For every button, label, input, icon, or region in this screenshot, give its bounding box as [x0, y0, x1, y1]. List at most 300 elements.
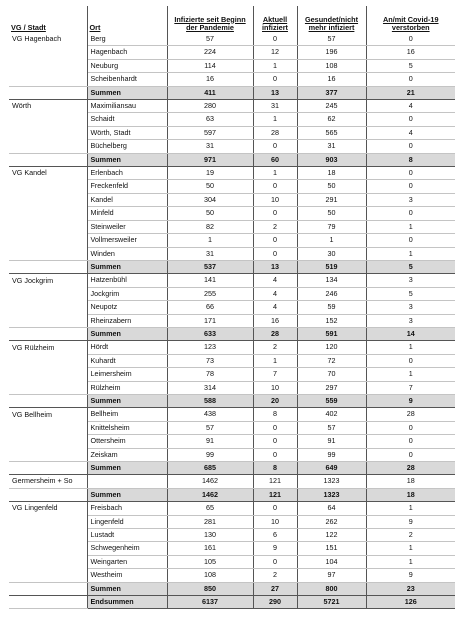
- verstorben-cell: 9: [366, 394, 455, 407]
- infiziert-cell: 314: [167, 381, 253, 394]
- table-row: [9, 274, 455, 287]
- infiziert-cell: 19: [167, 167, 253, 180]
- table-row: [9, 234, 455, 247]
- ort-cell: Minfeld: [87, 207, 167, 220]
- gesundet-cell: 559: [297, 394, 366, 407]
- aktuell-cell: 60: [253, 153, 297, 166]
- gesundet-cell: 1323: [297, 475, 366, 488]
- ort-cell: Hördt: [87, 341, 167, 354]
- gesundet-cell: 245: [297, 100, 366, 113]
- summary-row: [9, 153, 455, 166]
- aktuell-cell: 1: [253, 354, 297, 367]
- infiziert-cell: 108: [167, 569, 253, 582]
- aktuell-cell: 10: [253, 515, 297, 528]
- verstorben-cell: 9: [366, 569, 455, 582]
- table-row: [9, 301, 455, 314]
- grand-total-row: [9, 596, 455, 609]
- table-row: [9, 220, 455, 233]
- ort-cell: Westheim: [87, 569, 167, 582]
- ort-cell: Kandel: [87, 193, 167, 206]
- ort-cell: Berg: [87, 33, 167, 46]
- gesundet-cell: 64: [297, 502, 366, 515]
- gesundet-cell: 59: [297, 301, 366, 314]
- infiziert-cell: 224: [167, 46, 253, 59]
- infiziert-cell: 57: [167, 33, 253, 46]
- summary-row: [9, 488, 455, 501]
- infiziert-cell: 31: [167, 140, 253, 153]
- ort-cell: Erlenbach: [87, 167, 167, 180]
- table-row: [9, 368, 455, 381]
- ort-cell: Steinweiler: [87, 220, 167, 233]
- gesundet-cell: 104: [297, 555, 366, 568]
- verstorben-cell: 0: [366, 421, 455, 434]
- vg-stadt-cell: [9, 314, 87, 327]
- aktuell-cell: 2: [253, 341, 297, 354]
- ort-cell: Büchelberg: [87, 140, 167, 153]
- table-row: [9, 408, 455, 421]
- infiziert-cell: 850: [167, 582, 253, 595]
- vg-stadt-cell: [9, 287, 87, 300]
- infiziert-cell: 597: [167, 126, 253, 139]
- gesundet-cell: 31: [297, 140, 366, 153]
- vg-stadt-cell: Germersheim + So: [9, 475, 87, 488]
- infiziert-cell: 255: [167, 287, 253, 300]
- aktuell-cell: 1: [253, 167, 297, 180]
- gesundet-cell: 649: [297, 462, 366, 475]
- infiziert-cell: 280: [167, 100, 253, 113]
- aktuell-cell: 0: [253, 435, 297, 448]
- table-row: [9, 113, 455, 126]
- gesundet-cell: 30: [297, 247, 366, 260]
- vg-stadt-cell: [9, 140, 87, 153]
- vg-stadt-cell: VG Bellheim: [9, 408, 87, 421]
- infiziert-cell: 105: [167, 555, 253, 568]
- aktuell-cell: 0: [253, 73, 297, 86]
- verstorben-cell: 0: [366, 113, 455, 126]
- table-row: [9, 475, 455, 488]
- table-row: [9, 59, 455, 72]
- ort-cell: Summen: [87, 86, 167, 99]
- ort-cell: Summen: [87, 260, 167, 273]
- gesundet-cell: 262: [297, 515, 366, 528]
- ort-cell: Ottersheim: [87, 435, 167, 448]
- infiziert-cell: 1: [167, 234, 253, 247]
- summary-row: [9, 394, 455, 407]
- ort-cell: Rheinzabern: [87, 314, 167, 327]
- gesundet-cell: 18: [297, 167, 366, 180]
- ort-cell: Lustadt: [87, 529, 167, 542]
- infiziert-cell: 1462: [167, 475, 253, 488]
- ort-cell: Summen: [87, 153, 167, 166]
- vg-stadt-cell: [9, 542, 87, 555]
- summary-row: [9, 260, 455, 273]
- gesundet-cell: 91: [297, 435, 366, 448]
- gesundet-cell: 57: [297, 421, 366, 434]
- verstorben-cell: 3: [366, 301, 455, 314]
- verstorben-cell: 18: [366, 488, 455, 501]
- table-row: [9, 140, 455, 153]
- table-row: [9, 180, 455, 193]
- infiziert-cell: 31: [167, 247, 253, 260]
- verstorben-cell: 5: [366, 260, 455, 273]
- vg-stadt-cell: [9, 327, 87, 340]
- vg-stadt-cell: [9, 582, 87, 595]
- infiziert-cell: 65: [167, 502, 253, 515]
- vg-stadt-cell: VG Rülzheim: [9, 341, 87, 354]
- infiziert-cell: 16: [167, 73, 253, 86]
- vg-stadt-cell: [9, 368, 87, 381]
- vg-stadt-cell: [9, 247, 87, 260]
- table-row: [9, 448, 455, 461]
- verstorben-cell: 0: [366, 167, 455, 180]
- verstorben-cell: 14: [366, 327, 455, 340]
- verstorben-cell: 21: [366, 86, 455, 99]
- table-body: [9, 33, 455, 609]
- verstorben-cell: 1: [366, 247, 455, 260]
- table-row: [9, 354, 455, 367]
- vg-stadt-cell: [9, 529, 87, 542]
- ort-cell: Neuburg: [87, 59, 167, 72]
- table-row: [9, 33, 455, 46]
- aktuell-cell: 4: [253, 301, 297, 314]
- vg-stadt-cell: [9, 234, 87, 247]
- vg-stadt-cell: Wörth: [9, 100, 87, 113]
- aktuell-cell: 8: [253, 462, 297, 475]
- aktuell-cell: 13: [253, 86, 297, 99]
- verstorben-cell: 1: [366, 542, 455, 555]
- ort-cell: Kuhardt: [87, 354, 167, 367]
- vg-stadt-cell: [9, 153, 87, 166]
- gesundet-cell: 519: [297, 260, 366, 273]
- gesundet-cell: 903: [297, 153, 366, 166]
- aktuell-cell: 12: [253, 46, 297, 59]
- infiziert-cell: 50: [167, 207, 253, 220]
- verstorben-cell: 1: [366, 502, 455, 515]
- verstorben-cell: 0: [366, 448, 455, 461]
- summary-row: [9, 582, 455, 595]
- vg-stadt-cell: [9, 220, 87, 233]
- header-ort: Ort: [87, 6, 167, 33]
- vg-stadt-cell: [9, 448, 87, 461]
- infiziert-cell: 971: [167, 153, 253, 166]
- gesundet-cell: 591: [297, 327, 366, 340]
- header-aktuell: Aktuell infiziert: [253, 6, 297, 33]
- vg-stadt-cell: [9, 113, 87, 126]
- table-row: [9, 435, 455, 448]
- infiziert-cell: 91: [167, 435, 253, 448]
- infiziert-cell: 411: [167, 86, 253, 99]
- vg-stadt-cell: VG Kandel: [9, 167, 87, 180]
- vg-stadt-cell: [9, 435, 87, 448]
- ort-cell: Summen: [87, 582, 167, 595]
- vg-stadt-cell: [9, 193, 87, 206]
- ort-cell: Bellheim: [87, 408, 167, 421]
- header-gesundet: Gesundet/nicht mehr infiziert: [297, 6, 366, 33]
- infiziert-cell: 73: [167, 354, 253, 367]
- ort-cell: Wörth, Stadt: [87, 126, 167, 139]
- verstorben-cell: 4: [366, 126, 455, 139]
- ort-cell: Summen: [87, 488, 167, 501]
- aktuell-cell: 9: [253, 542, 297, 555]
- summary-row: [9, 86, 455, 99]
- gesundet-cell: 1323: [297, 488, 366, 501]
- vg-stadt-cell: VG Jockgrim: [9, 274, 87, 287]
- infiziert-cell: 438: [167, 408, 253, 421]
- aktuell-cell: 290: [253, 596, 297, 609]
- header-verstorben: An/mit Covid-19 verstorben: [382, 14, 439, 32]
- vg-stadt-cell: [9, 86, 87, 99]
- gesundet-cell: 152: [297, 314, 366, 327]
- infiziert-cell: 123: [167, 341, 253, 354]
- vg-stadt-cell: [9, 421, 87, 434]
- verstorben-cell: 0: [366, 140, 455, 153]
- verstorben-cell: 1: [366, 368, 455, 381]
- gesundet-cell: 79: [297, 220, 366, 233]
- table-row: [9, 193, 455, 206]
- infiziert-cell: 6137: [167, 596, 253, 609]
- table-row: [9, 167, 455, 180]
- vg-stadt-cell: [9, 462, 87, 475]
- aktuell-cell: 0: [253, 421, 297, 434]
- vg-stadt-cell: [9, 59, 87, 72]
- gesundet-cell: 800: [297, 582, 366, 595]
- table-row: [9, 126, 455, 139]
- gesundet-cell: 16: [297, 73, 366, 86]
- table-row: [9, 421, 455, 434]
- header-infiziert: Infizierte seit Beginn der Pandemie: [167, 6, 253, 33]
- infiziert-cell: 685: [167, 462, 253, 475]
- infiziert-cell: 78: [167, 368, 253, 381]
- gesundet-cell: 1: [297, 234, 366, 247]
- verstorben-cell: 18: [366, 475, 455, 488]
- aktuell-cell: 4: [253, 287, 297, 300]
- summary-row: [9, 327, 455, 340]
- aktuell-cell: 0: [253, 247, 297, 260]
- verstorben-cell: 28: [366, 462, 455, 475]
- vg-stadt-cell: VG Lingenfeld: [9, 502, 87, 515]
- infiziert-cell: 537: [167, 260, 253, 273]
- aktuell-cell: 0: [253, 502, 297, 515]
- header-row: [9, 6, 455, 33]
- table-row: [9, 381, 455, 394]
- verstorben-cell: 3: [366, 274, 455, 287]
- aktuell-cell: 13: [253, 260, 297, 273]
- verstorben-cell: 4: [366, 100, 455, 113]
- table-row: [9, 247, 455, 260]
- verstorben-cell: 9: [366, 515, 455, 528]
- ort-cell: Schaidt: [87, 113, 167, 126]
- aktuell-cell: 0: [253, 140, 297, 153]
- gesundet-cell: 50: [297, 180, 366, 193]
- ort-cell: [87, 475, 167, 488]
- table-row: [9, 100, 455, 113]
- vg-stadt-cell: [9, 381, 87, 394]
- gesundet-cell: 5721: [297, 596, 366, 609]
- infiziert-cell: 633: [167, 327, 253, 340]
- ort-cell: Hagenbach: [87, 46, 167, 59]
- ort-cell: Freckenfeld: [87, 180, 167, 193]
- aktuell-cell: 10: [253, 381, 297, 394]
- verstorben-cell: 8: [366, 153, 455, 166]
- vg-stadt-cell: [9, 126, 87, 139]
- verstorben-cell: 7: [366, 381, 455, 394]
- ort-cell: Summen: [87, 462, 167, 475]
- aktuell-cell: 1: [253, 59, 297, 72]
- infiziert-cell: 82: [167, 220, 253, 233]
- aktuell-cell: 31: [253, 100, 297, 113]
- aktuell-cell: 1: [253, 113, 297, 126]
- ort-cell: Hatzenbühl: [87, 274, 167, 287]
- table-row: [9, 569, 455, 582]
- covid-statistics-table: [9, 6, 455, 609]
- verstorben-cell: 0: [366, 73, 455, 86]
- ort-cell: Zeiskam: [87, 448, 167, 461]
- aktuell-cell: 0: [253, 555, 297, 568]
- infiziert-cell: 141: [167, 274, 253, 287]
- aktuell-cell: 4: [253, 274, 297, 287]
- vg-stadt-cell: [9, 46, 87, 59]
- gesundet-cell: 151: [297, 542, 366, 555]
- aktuell-cell: 10: [253, 193, 297, 206]
- ort-cell: Summen: [87, 394, 167, 407]
- ort-cell: Leimersheim: [87, 368, 167, 381]
- vg-stadt-cell: [9, 596, 87, 609]
- gesundet-cell: 297: [297, 381, 366, 394]
- ort-cell: Summen: [87, 327, 167, 340]
- table-row: [9, 555, 455, 568]
- verstorben-cell: 5: [366, 287, 455, 300]
- vg-stadt-cell: [9, 260, 87, 273]
- aktuell-cell: 121: [253, 488, 297, 501]
- table-row: [9, 287, 455, 300]
- infiziert-cell: 304: [167, 193, 253, 206]
- aktuell-cell: 0: [253, 448, 297, 461]
- ort-cell: Winden: [87, 247, 167, 260]
- gesundet-cell: 565: [297, 126, 366, 139]
- table-row: [9, 46, 455, 59]
- gesundet-cell: 377: [297, 86, 366, 99]
- table-row: [9, 73, 455, 86]
- gesundet-cell: 196: [297, 46, 366, 59]
- ort-cell: Lingenfeld: [87, 515, 167, 528]
- verstorben-cell: 28: [366, 408, 455, 421]
- aktuell-cell: 0: [253, 33, 297, 46]
- gesundet-cell: 97: [297, 569, 366, 582]
- header-vg-stadt: VG / Stadt: [9, 6, 87, 33]
- table-row: [9, 314, 455, 327]
- vg-stadt-cell: [9, 301, 87, 314]
- ort-cell: Rülzheim: [87, 381, 167, 394]
- gesundet-cell: 62: [297, 113, 366, 126]
- aktuell-cell: 20: [253, 394, 297, 407]
- vg-stadt-cell: [9, 515, 87, 528]
- vg-stadt-cell: [9, 73, 87, 86]
- gesundet-cell: 99: [297, 448, 366, 461]
- ort-cell: Vollmersweiler: [87, 234, 167, 247]
- infiziert-cell: 114: [167, 59, 253, 72]
- verstorben-cell: 0: [366, 207, 455, 220]
- verstorben-cell: 3: [366, 193, 455, 206]
- aktuell-cell: 28: [253, 327, 297, 340]
- aktuell-cell: 16: [253, 314, 297, 327]
- infiziert-cell: 99: [167, 448, 253, 461]
- gesundet-cell: 122: [297, 529, 366, 542]
- verstorben-cell: 0: [366, 435, 455, 448]
- vg-stadt-cell: VG Hagenbach: [9, 33, 87, 46]
- table-row: [9, 515, 455, 528]
- verstorben-cell: 5: [366, 59, 455, 72]
- gesundet-cell: 134: [297, 274, 366, 287]
- gesundet-cell: 402: [297, 408, 366, 421]
- aktuell-cell: 28: [253, 126, 297, 139]
- vg-stadt-cell: [9, 488, 87, 501]
- infiziert-cell: 57: [167, 421, 253, 434]
- gesundet-cell: 120: [297, 341, 366, 354]
- ort-cell: Scheibenhardt: [87, 73, 167, 86]
- infiziert-cell: 63: [167, 113, 253, 126]
- gesundet-cell: 246: [297, 287, 366, 300]
- verstorben-cell: 126: [366, 596, 455, 609]
- infiziert-cell: 171: [167, 314, 253, 327]
- summary-row: [9, 462, 455, 475]
- infiziert-cell: 66: [167, 301, 253, 314]
- aktuell-cell: 0: [253, 207, 297, 220]
- table-row: [9, 502, 455, 515]
- gesundet-cell: 57: [297, 33, 366, 46]
- infiziert-cell: 588: [167, 394, 253, 407]
- verstorben-cell: 3: [366, 314, 455, 327]
- vg-stadt-cell: [9, 555, 87, 568]
- gesundet-cell: 291: [297, 193, 366, 206]
- aktuell-cell: 6: [253, 529, 297, 542]
- vg-stadt-cell: [9, 207, 87, 220]
- infiziert-cell: 161: [167, 542, 253, 555]
- aktuell-cell: 8: [253, 408, 297, 421]
- ort-cell: Endsummen: [87, 596, 167, 609]
- infiziert-cell: 281: [167, 515, 253, 528]
- vg-stadt-cell: [9, 394, 87, 407]
- ort-cell: Freisbach: [87, 502, 167, 515]
- verstorben-cell: 1: [366, 341, 455, 354]
- ort-cell: Jockgrim: [87, 287, 167, 300]
- verstorben-cell: 0: [366, 354, 455, 367]
- aktuell-cell: 2: [253, 220, 297, 233]
- verstorben-cell: 0: [366, 234, 455, 247]
- gesundet-cell: 108: [297, 59, 366, 72]
- infiziert-cell: 1462: [167, 488, 253, 501]
- verstorben-cell: 23: [366, 582, 455, 595]
- table-row: [9, 529, 455, 542]
- aktuell-cell: 2: [253, 569, 297, 582]
- table-row: [9, 341, 455, 354]
- verstorben-cell: 16: [366, 46, 455, 59]
- gesundet-cell: 70: [297, 368, 366, 381]
- ort-cell: Maximiliansau: [87, 100, 167, 113]
- ort-cell: Weingarten: [87, 555, 167, 568]
- table-row: [9, 542, 455, 555]
- aktuell-cell: 121: [253, 475, 297, 488]
- infiziert-cell: 130: [167, 529, 253, 542]
- infiziert-cell: 50: [167, 180, 253, 193]
- vg-stadt-cell: [9, 180, 87, 193]
- verstorben-cell: 1: [366, 220, 455, 233]
- aktuell-cell: 27: [253, 582, 297, 595]
- aktuell-cell: 0: [253, 180, 297, 193]
- verstorben-cell: 0: [366, 33, 455, 46]
- ort-cell: Schwegenheim: [87, 542, 167, 555]
- table-row: [9, 207, 455, 220]
- aktuell-cell: 0: [253, 234, 297, 247]
